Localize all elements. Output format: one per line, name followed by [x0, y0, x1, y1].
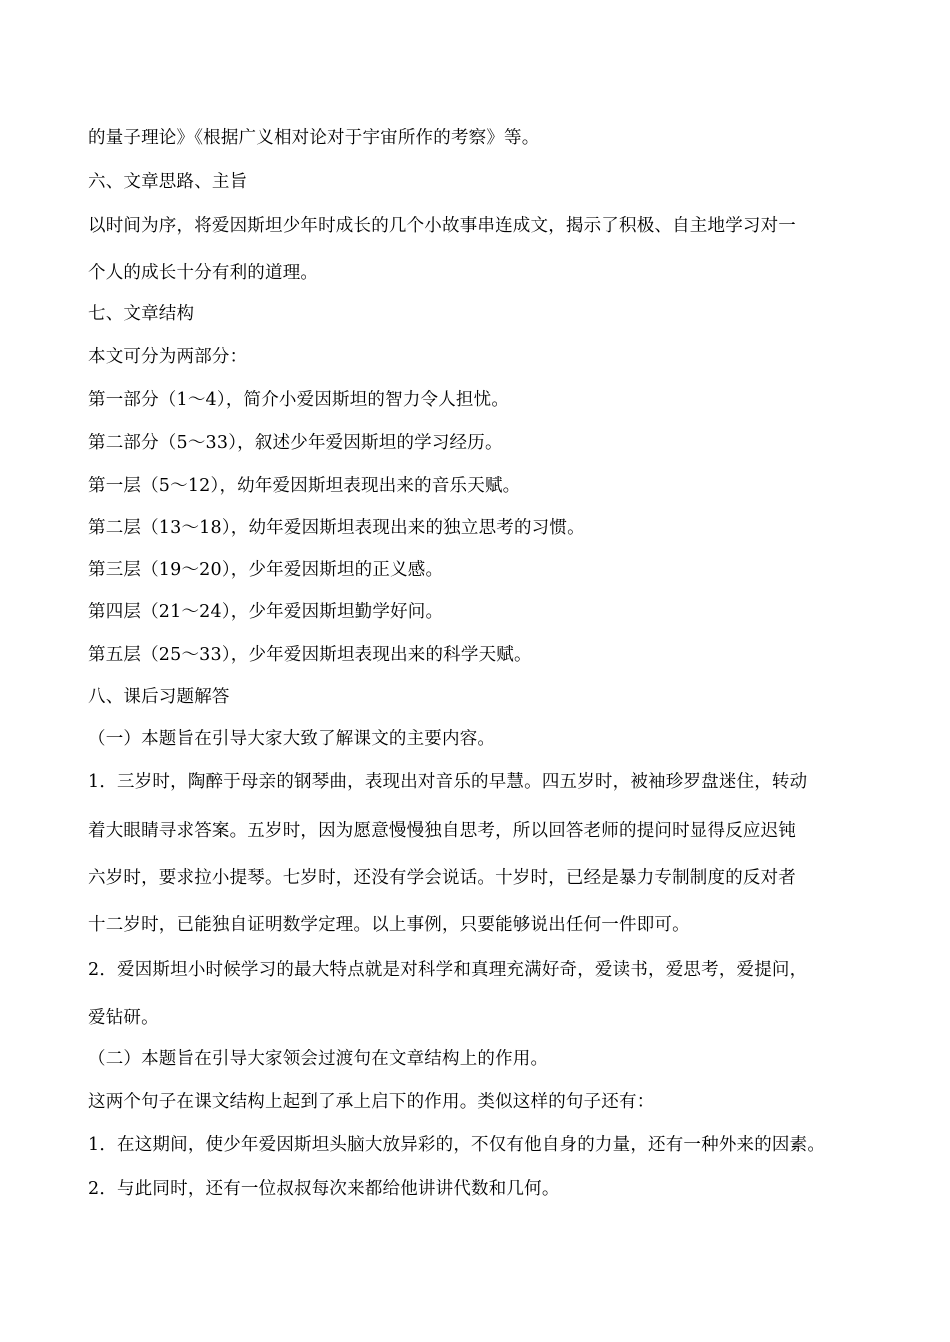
- exercise-1-answer-2-line-2: 爱钻研。: [88, 1008, 159, 1028]
- structure-layer-1: 第一层（5～12），幼年爱因斯坦表现出来的音乐天赋。: [88, 476, 521, 496]
- exercise-2-example-1: 1．在这期间，使少年爱因斯坦头脑大放异彩的，不仅有他自身的力量，还有一种外来的因素。: [88, 1135, 826, 1155]
- section-heading-7-structure: 七、文章结构: [88, 304, 195, 324]
- exercise-1-answer-1-line-1: 1．三岁时，陶醉于母亲的钢琴曲，表现出对音乐的早慧。四五岁时，被袖珍罗盘迷住，转动: [88, 772, 808, 792]
- exercise-2-answer-intro: 这两个句子在课文结构上起到了承上启下的作用。类似这样的句子还有：: [88, 1092, 655, 1112]
- text-line-quantum-theory-works: 的量子理论》《根据广义相对论对于宇宙所作的考察》等。: [88, 128, 540, 148]
- exercise-2-example-2: 2．与此同时，还有一位叔叔每次来都给他讲讲代数和几何。: [88, 1179, 560, 1199]
- structure-part-2: 第二部分（5～33），叙述少年爱因斯坦的学习经历。: [88, 433, 503, 453]
- structure-part-1: 第一部分（1～4），简介小爱因斯坦的智力令人担忧。: [88, 390, 510, 410]
- structure-layer-5: 第五层（25～33），少年爱因斯坦表现出来的科学天赋。: [88, 645, 532, 665]
- paragraph-theme-line-1: 以时间为序，将爱因斯坦少年时成长的几个小故事串连成文，揭示了积极、自主地学习对一: [88, 216, 796, 236]
- exercise-1-intro: （一）本题旨在引导大家大致了解课文的主要内容。: [88, 729, 496, 749]
- exercise-1-answer-1-line-4: 十二岁时，已能独自证明数学定理。以上事例，只要能够说出任何一件即可。: [88, 915, 690, 935]
- structure-layer-3: 第三层（19～20），少年爱因斯坦的正义感。: [88, 560, 444, 580]
- exercise-1-answer-1-line-3: 六岁时，要求拉小提琴。七岁时，还没有学会说话。十岁时，已经是暴力专制制度的反对者: [88, 868, 796, 888]
- structure-intro: 本文可分为两部分：: [88, 347, 248, 367]
- section-heading-6-thought-and-theme: 六、文章思路、主旨: [88, 172, 248, 192]
- paragraph-theme-line-2: 个人的成长十分有利的道理。: [88, 263, 319, 283]
- exercise-2-intro: （二）本题旨在引导大家领会过渡句在文章结构上的作用。: [88, 1049, 549, 1069]
- structure-layer-4: 第四层（21～24），少年爱因斯坦勤学好问。: [88, 602, 444, 622]
- structure-layer-2: 第二层（13～18），幼年爱因斯坦表现出来的独立思考的习惯。: [88, 518, 585, 538]
- exercise-1-answer-2-line-1: 2．爱因斯坦小时候学习的最大特点就是对科学和真理充满好奇，爱读书，爱思考，爱提问，: [88, 960, 808, 980]
- exercise-1-answer-1-line-2: 着大眼睛寻求答案。五岁时，因为愿意慢慢独自思考，所以回答老师的提问时显得反应迟钝: [88, 821, 796, 841]
- section-heading-8-exercises: 八、课后习题解答: [88, 687, 230, 707]
